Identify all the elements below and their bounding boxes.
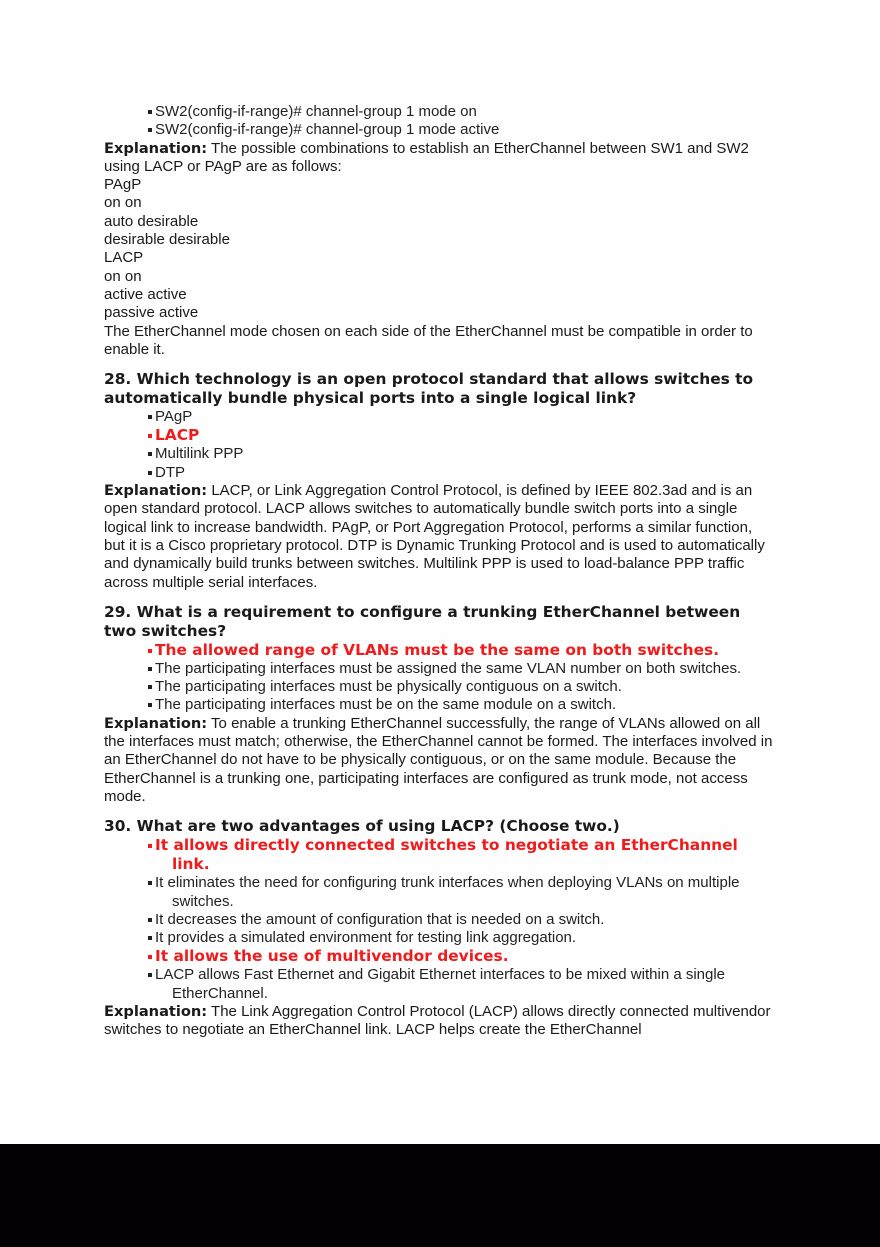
bullet-icon — [148, 881, 152, 885]
question-text: What is a requirement to configure a trunking EtherChannel between two switches? — [104, 602, 741, 640]
explanation-label: Explanation: — [104, 714, 208, 732]
option: Multilink PPP — [104, 445, 776, 463]
option: It eliminates the need for configuring trunk interfaces when deploying VLANs on multiple switches. — [104, 874, 776, 911]
combo-line: auto desirable — [104, 212, 199, 230]
q28-options — [104, 408, 776, 482]
option: The participating interfaces must be on the same module on a switch. — [104, 696, 776, 714]
combo-line: active active — [104, 285, 187, 303]
option-correct: It allows directly connected switches to negotiate an EtherChannel link. — [104, 836, 776, 874]
q29-explanation — [104, 715, 776, 806]
q28-explanation — [104, 482, 776, 592]
option: The participating interfaces must be physically contiguous on a switch. — [104, 678, 776, 696]
q30-explanation — [104, 1003, 776, 1040]
option-correct: The allowed range of VLANs must be the same on both switches. — [104, 641, 776, 660]
bullet-icon — [148, 110, 152, 114]
question-number: 29. — [104, 602, 132, 621]
combo-line: LACP — [104, 249, 144, 267]
bullet-icon — [148, 649, 152, 653]
bullet-icon — [148, 128, 152, 132]
combo-line: on on — [104, 194, 142, 212]
explanation-text: LACP, or Link Aggregation Control Protocol, is defined by IEEE 802.3ad and is an open standard protocol. LACP allows switches to automatically bundle switch ports into a single logical link to increase bandwidth. PAgP, or Port Aggregation Protocol, performs a similar function, but it is a Cisco proprietary protocol. DTP is Dynamic Trunking Protocol and is used to automatically and dynamically build trunks between switches. Multilink PPP is used to load-balance PPP traffic across multiple serial interfaces. — [104, 482, 765, 591]
bullet-icon — [148, 703, 152, 707]
question-number: 30. — [104, 817, 132, 836]
explanation-text: The Link Aggregation Control Protocol (LACP) allows directly connected multivendor switches to negotiate an EtherChannel link. LACP helps create the EtherChannel — [104, 1002, 771, 1039]
q27-explanation — [104, 140, 776, 177]
bullet-icon — [148, 685, 152, 689]
explanation-text: The possible combinations to establish an EtherChannel between SW1 and SW2 using LACP or PAgP are as follows: — [104, 139, 749, 175]
explanation-label: Explanation: — [104, 139, 208, 157]
combo-line: desirable desirable — [104, 231, 230, 249]
option: It provides a simulated environment for testing link aggregation. — [104, 929, 776, 947]
viewer-background — [0, 1144, 880, 1247]
document-content — [104, 103, 776, 1040]
question-28 — [104, 370, 776, 408]
bullet-icon — [148, 844, 152, 848]
bullet-icon — [148, 955, 152, 959]
bullet-icon — [148, 973, 152, 977]
bullet-icon — [148, 936, 152, 940]
explanation-closing: The EtherChannel mode chosen on each side of the EtherChannel must be compatible in order to enable it. — [104, 322, 753, 358]
explanation-label: Explanation: — [104, 1002, 208, 1020]
option-correct: It allows the use of multivendor devices. — [104, 947, 776, 966]
option: LACP allows Fast Ethernet and Gigabit Ethernet interfaces to be mixed within a single EtherChannel. — [104, 966, 776, 1003]
question-30 — [104, 817, 776, 836]
explanation-label: Explanation: — [104, 482, 208, 500]
bullet-icon — [148, 452, 152, 456]
bullet-icon — [148, 667, 152, 671]
q27-options — [104, 103, 776, 140]
combo-line: PAgP — [104, 176, 142, 194]
option-correct: LACP — [104, 426, 776, 445]
option: DTP — [104, 464, 776, 482]
question-number: 28. — [104, 370, 132, 389]
option: PAgP — [104, 408, 776, 426]
question-text: What are two advantages of using LACP? (Choose two.) — [136, 817, 620, 836]
q30-options — [104, 836, 776, 1003]
question-text: Which technology is an open protocol standard that allows switches to automatically bundle physical ports into a single logical link? — [104, 370, 754, 408]
bullet-icon — [148, 415, 152, 419]
explanation-text: To enable a trunking EtherChannel successfully, the range of VLANs allowed on all the interfaces must match; otherwise, the EtherChannel cannot be formed. The interfaces involved in an EtherChannel do not have to be physically contiguous, or on the same module. Because the EtherChannel is a trunking one, participating interfaces are configured as trunk mode, not access mode. — [104, 714, 773, 805]
q29-options — [104, 641, 776, 715]
option: SW2(config-if-range)# channel-group 1 mode on — [104, 103, 776, 121]
option: The participating interfaces must be assigned the same VLAN number on both switches. — [104, 660, 776, 678]
bullet-icon — [148, 471, 152, 475]
combo-line: passive active — [104, 304, 199, 322]
question-29 — [104, 603, 776, 641]
bullet-icon — [148, 918, 152, 922]
option: SW2(config-if-range)# channel-group 1 mode active — [104, 121, 776, 139]
combo-line: on on — [104, 267, 142, 285]
option: It decreases the amount of configuration that is needed on a switch. — [104, 911, 776, 929]
bullet-icon — [148, 434, 152, 438]
